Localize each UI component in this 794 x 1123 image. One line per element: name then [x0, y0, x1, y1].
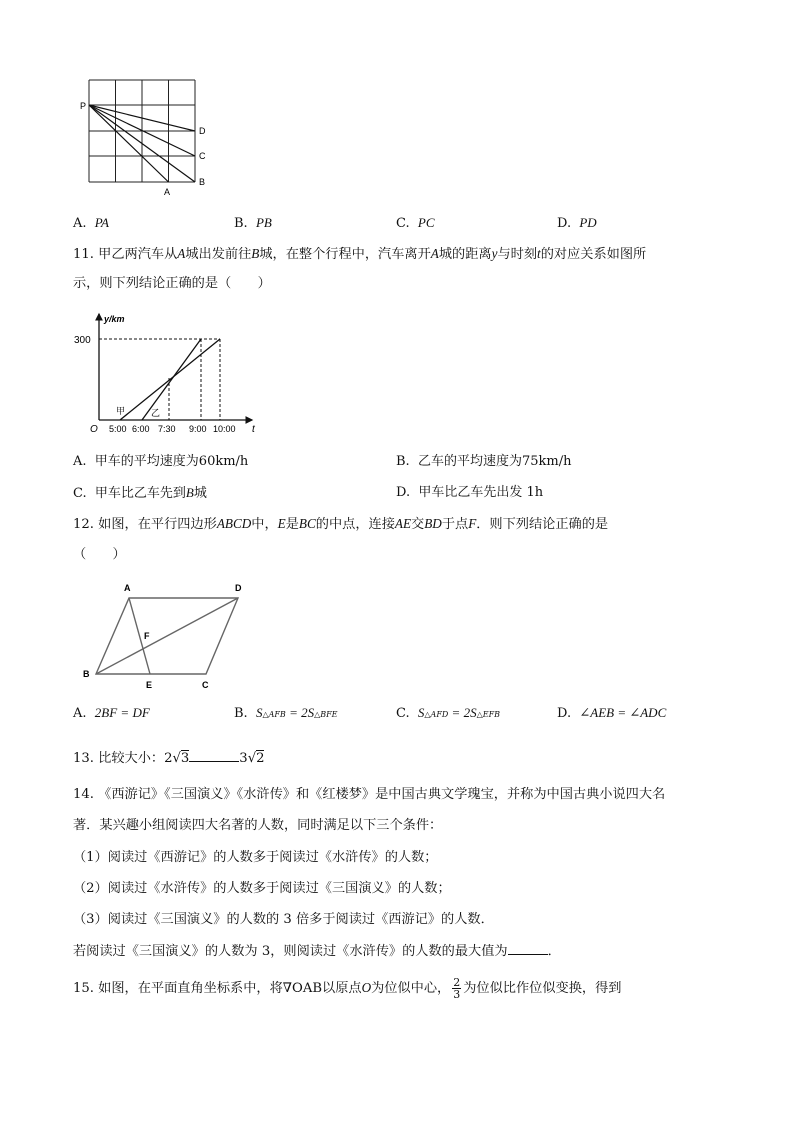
q11-option-b[interactable]	[396, 453, 571, 471]
tick-730: 7:30	[158, 424, 176, 434]
label-p: P	[80, 101, 87, 111]
option-text: 甲车比乙车先出发 1h	[418, 485, 544, 500]
option-letter: A.	[73, 216, 87, 231]
option-text: 乙车的平均速度为75km/h	[417, 454, 572, 469]
text: 13. 比较大小：	[73, 751, 165, 766]
option-text: 甲车比乙车先到	[94, 486, 186, 501]
var: A	[177, 246, 186, 261]
q14-condition-3: （3）阅读过《三国演义》的人数的 3 倍多于阅读过《西游记》的人数．	[73, 912, 494, 927]
text: 中，	[251, 517, 278, 532]
subscript: △AFD	[424, 710, 449, 719]
radicand: 3	[180, 751, 190, 766]
label-f: F	[144, 631, 150, 641]
equation-part: = 2S	[448, 705, 477, 720]
q11-stem-line1	[73, 245, 646, 264]
option-letter: A.	[73, 454, 87, 469]
option-text: 城	[193, 486, 207, 501]
text: 为位似比作位似变换，得到	[463, 981, 622, 996]
text: 15. 如图，在平面直角坐标系中，将	[73, 981, 283, 996]
q10-option-b[interactable]	[234, 214, 272, 233]
label-jia: 甲	[116, 406, 126, 416]
coef: 3	[239, 751, 248, 766]
area-symbol: S	[417, 705, 425, 720]
label-b: B	[83, 669, 90, 679]
q14-condition-1: （1）阅读过《西游记》的人数多于阅读过《水浒传》的人数；	[73, 850, 438, 865]
text: 12. 如图，在平行四边形	[73, 517, 217, 532]
subscript: △EFB	[476, 710, 500, 719]
triangle-oab: ∇OAB	[282, 981, 323, 996]
subscript: △BFE	[314, 710, 338, 719]
option-text: ∠AEB = ∠ADC	[579, 705, 667, 720]
var: F	[468, 516, 477, 531]
var: B	[185, 485, 194, 500]
var: E	[277, 516, 286, 531]
q11-stem-line2: 示，则下列结论正确的是（ ）	[73, 276, 271, 291]
subscript: △AFB	[262, 710, 286, 719]
coef: 2	[164, 751, 173, 766]
tick-1000: 10:00	[213, 424, 236, 434]
origin-label: O	[90, 424, 98, 435]
option-letter: C.	[396, 706, 410, 721]
option-letter: B.	[396, 454, 410, 469]
line-jia	[120, 339, 220, 420]
x-axis-label: t	[252, 424, 255, 435]
option-text: PC	[417, 215, 435, 230]
text: 于点	[441, 517, 469, 532]
var: BC	[298, 516, 316, 531]
option-letter: A.	[73, 706, 87, 721]
option-text: PD	[579, 215, 597, 230]
text: 城的距离	[438, 247, 492, 262]
tick-600: 6:00	[132, 424, 150, 434]
segment-pa	[89, 105, 169, 182]
q14-last-line	[73, 942, 561, 961]
option-text: 2BF = DF	[94, 705, 150, 720]
y300-label: 300	[74, 335, 91, 346]
tick-900: 9:00	[189, 424, 207, 434]
y-axis-label: y/km	[104, 314, 125, 324]
var: A	[430, 246, 439, 261]
q11-option-c[interactable]	[73, 484, 207, 503]
q12-option-c[interactable]	[396, 704, 500, 724]
sqrt-symbol: √	[247, 751, 257, 766]
label-yi: 乙	[151, 408, 161, 418]
q12-option-b[interactable]	[234, 704, 338, 724]
q14-line2: 著．某兴趣小组阅读四大名著的人数，同时满足以下三个条件：	[73, 818, 443, 833]
answer-blank[interactable]	[508, 942, 548, 955]
tick-500: 5:00	[109, 424, 127, 434]
label-d: D	[199, 126, 206, 136]
text: 城，在整个行程中，汽车离开	[259, 247, 431, 262]
area-symbol: S	[255, 705, 263, 720]
answer-blank[interactable]	[189, 749, 239, 762]
q11-option-a[interactable]	[73, 453, 248, 471]
fraction-denominator: 3	[453, 988, 461, 1001]
label-a: A	[164, 187, 171, 197]
equation-part: = 2S	[285, 705, 315, 720]
label-e: E	[146, 680, 153, 690]
q12-stem-line2: （ ）	[73, 547, 126, 562]
label-a: A	[124, 583, 131, 593]
option-text: PB	[255, 215, 272, 230]
q11-option-d[interactable]	[396, 484, 543, 502]
text: 的中点，连接	[315, 517, 395, 532]
diagonal-bd	[96, 598, 238, 674]
option-letter: D.	[557, 216, 572, 231]
q14-condition-2: （2）阅读过《水浒传》的人数多于阅读过《三国演义》的人数；	[73, 881, 451, 896]
ratio-fraction	[452, 977, 461, 1000]
var: y	[491, 246, 498, 261]
label-d: D	[235, 583, 242, 593]
fraction-numerator: 2	[453, 976, 461, 989]
var: O	[361, 980, 372, 995]
var: B	[251, 246, 260, 261]
option-letter: C.	[73, 486, 87, 501]
option-text: 甲车的平均速度为60km/h	[94, 454, 249, 469]
text: 是	[285, 517, 299, 532]
q10-option-d[interactable]	[557, 214, 597, 233]
option-letter: B.	[234, 216, 248, 231]
q11-distance-time-graph	[70, 308, 270, 438]
label-c: C	[199, 151, 206, 161]
q12-parallelogram-figure	[78, 577, 253, 692]
option-text: PA	[94, 215, 110, 230]
var: ABCD	[216, 516, 252, 531]
q12-option-d[interactable]	[557, 704, 666, 723]
label-c: C	[202, 680, 209, 690]
var: BD	[424, 516, 442, 531]
q15-stem	[73, 977, 622, 1000]
text: 的对应关系如图所	[540, 247, 647, 262]
option-letter: C.	[396, 216, 410, 231]
q10-grid-figure	[80, 78, 220, 198]
var: t	[537, 246, 541, 261]
radicand: 2	[256, 751, 265, 766]
q12-stem-line1	[73, 515, 608, 534]
sqrt-symbol: √	[172, 751, 181, 766]
option-letter: D.	[396, 485, 411, 500]
text: 以原点	[322, 981, 362, 996]
option-letter: D.	[557, 706, 572, 721]
text: 交	[411, 517, 425, 532]
text: ．	[547, 944, 561, 959]
text: 与时刻	[497, 247, 538, 262]
text: 为位似中心，	[371, 981, 451, 996]
q13-stem	[73, 749, 264, 768]
q10-option-c[interactable]	[396, 214, 435, 233]
q12-option-a[interactable]	[73, 704, 150, 723]
var: AE	[394, 516, 412, 531]
q10-option-a[interactable]	[73, 214, 109, 233]
option-letter: B.	[234, 706, 248, 721]
text: 若阅读过《三国演义》的人数为 3，则阅读过《水浒传》的人数的最大值为	[73, 944, 508, 959]
text: 城出发前往	[185, 247, 252, 262]
q14-line1: 14. 《西游记》《三国演义》《水浒传》和《红楼梦》是中国古典文学瑰宝，并称为中国古典小说四大名	[73, 787, 666, 802]
text: ．则下列结论正确的是	[476, 517, 609, 532]
text: 11. 甲乙两汽车从	[73, 247, 178, 262]
label-b: B	[199, 177, 206, 187]
